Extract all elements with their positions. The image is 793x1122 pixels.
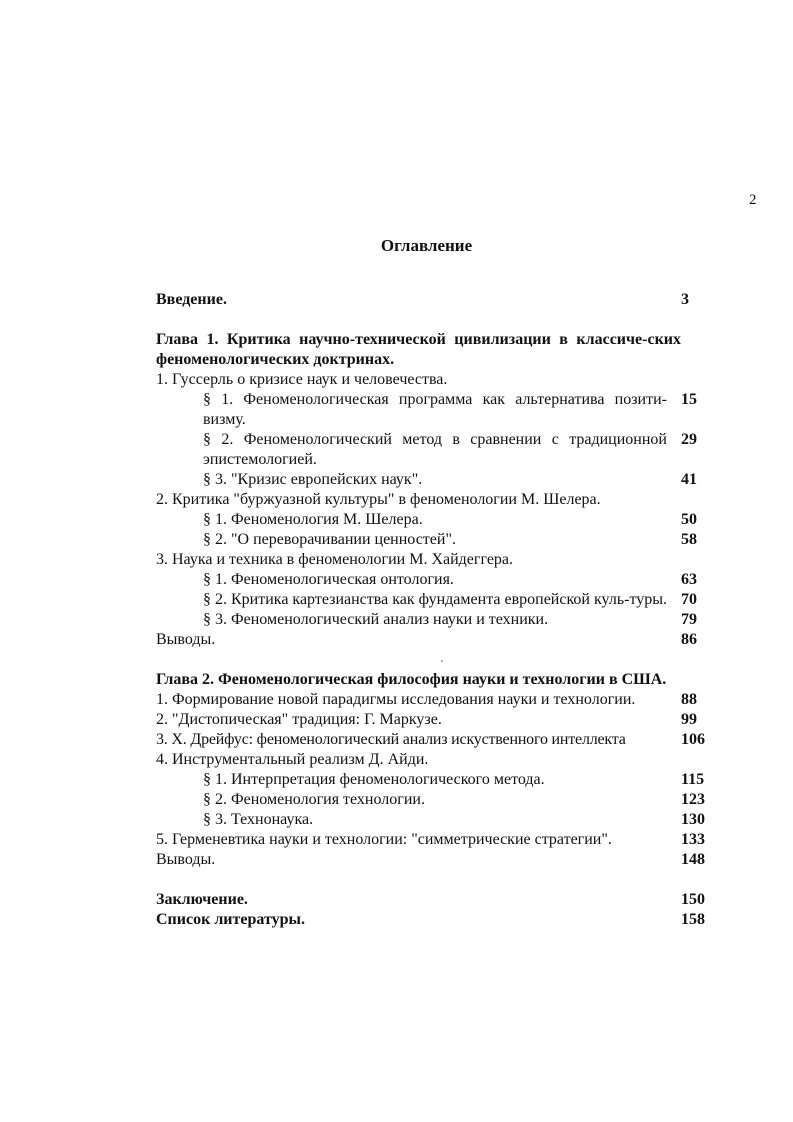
toc-entry-label: § 2. Критика картезианства как фундамента европейской куль-туры.: [203, 591, 667, 608]
toc-entry-bibliography: [156, 910, 711, 930]
toc-entry-label: § 2. "О переворачивании ценностей".: [203, 531, 456, 548]
toc-section: [156, 550, 711, 570]
toc-entry-page: 41: [681, 471, 697, 488]
toc-conclusions: [156, 630, 711, 650]
toc-entry-page: 29: [681, 431, 697, 448]
toc-entry-page: 70: [681, 591, 697, 608]
toc-entry-label: § 3. Феноменологический анализ науки и техники.: [203, 611, 549, 628]
toc-section: [156, 710, 711, 730]
toc-section: [156, 370, 711, 390]
toc-subsection: [156, 510, 711, 530]
toc-entry-page: 115: [681, 771, 705, 788]
toc-entry-label: 3. Х. Дрейфус: феноменологический анализ искуственного интеллекта: [156, 731, 626, 748]
toc-entry-label: § 1. Феноменология М. Шелера.: [203, 511, 423, 528]
chapter1-heading: Глава 1. Критика научно-технической цивилизации в классиче-ских феноменологических доктринах.: [156, 331, 681, 368]
table-of-contents: [156, 290, 711, 930]
toc-entry-label: § 3. Технонаука.: [203, 811, 314, 828]
toc-section: [156, 730, 711, 750]
toc-entry-page: 86: [681, 631, 697, 648]
toc-entry-page: 88: [681, 691, 697, 708]
toc-entry-label: 2. "Дистопическая" традиция: Г. Маркузе.: [156, 711, 442, 728]
toc-entry-label: 3. Наука и техника в феноменологии М. Хайдеггера.: [156, 551, 514, 568]
toc-entry-page: 63: [681, 571, 697, 588]
toc-entry-label: 1. Формирование новой парадигмы исследования науки и технологии.: [156, 691, 636, 708]
toc-entry-page: 106: [681, 731, 705, 748]
toc-entry-label: Введение.: [156, 291, 227, 308]
page-number: 2: [749, 192, 757, 208]
toc-entry-label: 2. Критика "буржуазной культуры" в феноменологии М. Шелера.: [156, 491, 601, 508]
toc-entry-label: Заключение.: [156, 891, 248, 908]
toc-entry-label: 1. Гуссерль о кризисе наук и человечества.: [156, 371, 448, 388]
toc-entry-introduction: [156, 290, 711, 310]
toc-section: [156, 830, 711, 850]
toc-section: [156, 690, 711, 710]
toc-entry-page: 158: [681, 911, 705, 928]
toc-subsection: [156, 590, 711, 610]
toc-subsection: [156, 430, 711, 470]
toc-entry-label: 5. Герменевтика науки и технологии: "симметрические стратегии".: [156, 831, 612, 848]
toc-entry-page: 123: [681, 791, 705, 808]
chapter2-heading: Глава 2. Феноменологическая философия науки и технологии в США.: [156, 671, 667, 688]
toc-entry-page: 3: [681, 291, 689, 308]
toc-entry-page: 130: [681, 811, 705, 828]
toc-section: [156, 750, 711, 770]
toc-subsection: [156, 610, 711, 630]
toc-entry-page: 99: [681, 711, 697, 728]
toc-subsection: [156, 390, 711, 430]
toc-entry-page: 148: [681, 851, 705, 868]
toc-entry-label: Выводы.: [156, 851, 216, 868]
toc-subsection: [156, 470, 711, 490]
toc-entry-label: § 2. Феноменология технологии.: [203, 791, 425, 808]
toc-conclusions: [156, 850, 711, 870]
toc-entry-page: 150: [681, 891, 705, 908]
toc-entry-page: 50: [681, 511, 697, 528]
toc-entry-page: 15: [681, 391, 697, 408]
toc-entry-page: 133: [681, 831, 705, 848]
toc-entry-label: Выводы.: [156, 631, 216, 648]
toc-entry-label: § 1. Феноменологическая онтология.: [203, 571, 454, 588]
toc-subsection: [156, 530, 711, 550]
scan-speck: [441, 660, 443, 662]
toc-entry-label: 4. Инструментальный реализм Д. Айди.: [156, 751, 429, 768]
toc-entry-label: § 2. Феноменологический метод в сравнении с традиционной эпистемологией.: [203, 431, 667, 468]
toc-subsection: [156, 770, 711, 790]
toc-subsection: [156, 570, 711, 590]
toc-entry-label: § 1. Интерпретация феноменологического метода.: [203, 771, 545, 788]
toc-entry-conclusion: [156, 890, 711, 910]
toc-section: [156, 490, 711, 510]
toc-entry-label: § 1. Феноменологическая программа как альтернатива позити-визму.: [203, 391, 667, 428]
toc-subsection: [156, 790, 711, 810]
toc-subsection: [156, 810, 711, 830]
toc-entry-page: 79: [681, 611, 697, 628]
toc-entry-label: Список литературы.: [156, 911, 305, 928]
toc-entry-label: § 3. "Кризис европейских наук".: [203, 471, 423, 488]
page-title: Оглавление: [380, 236, 473, 255]
toc-entry-page: 58: [681, 531, 697, 548]
